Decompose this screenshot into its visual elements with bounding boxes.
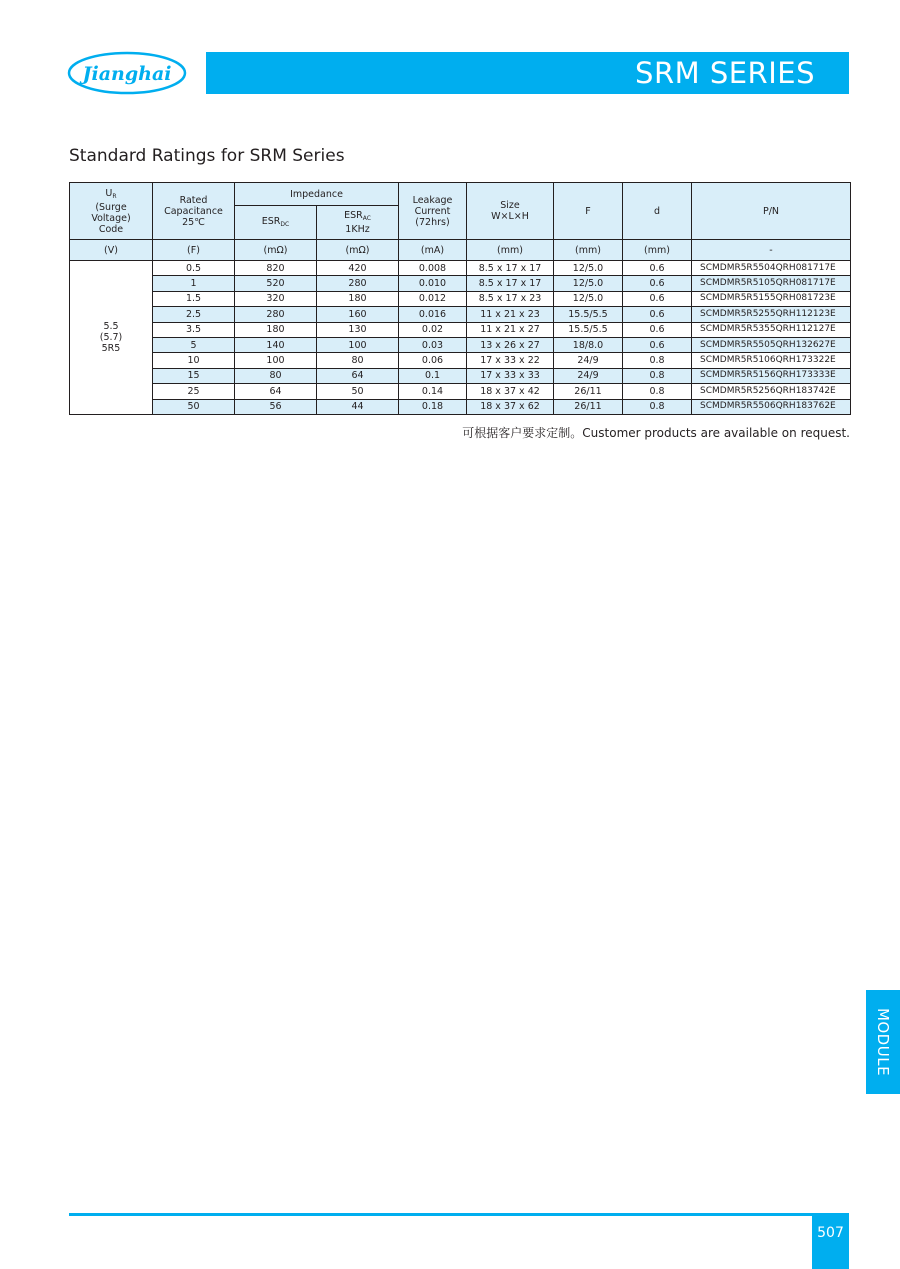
table-cell: 11 x 21 x 23	[467, 307, 554, 322]
series-title: SRM SERIES	[635, 56, 815, 90]
table-cell: 0.8	[623, 368, 692, 383]
table-cell: 18/8.0	[554, 337, 623, 352]
table-cell: 12/5.0	[554, 291, 623, 306]
table-cell: 50	[153, 399, 235, 414]
unit-cell: (mm)	[623, 240, 692, 261]
part-number-cell: SCMDMR5R5255QRH112123E	[692, 307, 851, 322]
table-cell: 100	[235, 353, 317, 368]
table-cell: 64	[317, 368, 399, 383]
table-cell: 280	[235, 307, 317, 322]
jianghai-logo	[66, 50, 188, 96]
table-cell: 0.6	[623, 291, 692, 306]
table-cell: 18 x 37 x 42	[467, 384, 554, 399]
table-cell: 12/5.0	[554, 261, 623, 276]
table-cell: 12/5.0	[554, 276, 623, 291]
table-cell: 180	[317, 291, 399, 306]
part-number-cell: SCMDMR5R5156QRH173333E	[692, 368, 851, 383]
header-capacitance: Rated Capacitance 25℃	[153, 183, 235, 240]
header-pn: P/N	[692, 183, 851, 240]
table-cell: 0.5	[153, 261, 235, 276]
table-cell: 0.18	[399, 399, 467, 414]
table-row	[70, 399, 851, 414]
table-row	[70, 368, 851, 383]
section-title: Standard Ratings for SRM Series	[69, 146, 345, 166]
table-cell: 3.5	[153, 322, 235, 337]
table-cell: 420	[317, 261, 399, 276]
table-cell: 0.008	[399, 261, 467, 276]
table-cell: 0.06	[399, 353, 467, 368]
table-cell: 2.5	[153, 307, 235, 322]
table-cell: 18 x 37 x 62	[467, 399, 554, 414]
logo-text: Jianghai	[82, 63, 172, 85]
table-cell: 280	[317, 276, 399, 291]
table-cell: 0.6	[623, 322, 692, 337]
table-cell: 100	[317, 337, 399, 352]
table-cell: 1	[153, 276, 235, 291]
ratings-table	[69, 182, 851, 415]
table-row	[70, 291, 851, 306]
page-number-tab	[812, 1216, 849, 1269]
unit-cell: -	[692, 240, 851, 261]
units-row	[70, 240, 851, 261]
table-cell: 320	[235, 291, 317, 306]
part-number-cell: SCMDMR5R5355QRH112127E	[692, 322, 851, 337]
module-side-tab	[866, 990, 900, 1094]
unit-cell: (F)	[153, 240, 235, 261]
footer-divider	[69, 1213, 849, 1216]
table-cell: 130	[317, 322, 399, 337]
table-cell: 25	[153, 384, 235, 399]
table-cell: 15.5/5.5	[554, 307, 623, 322]
table-cell: 0.1	[399, 368, 467, 383]
header-bar	[206, 52, 849, 94]
table-cell: 15.5/5.5	[554, 322, 623, 337]
table-cell: 0.8	[623, 353, 692, 368]
table-cell: 1.5	[153, 291, 235, 306]
table-cell: 24/9	[554, 353, 623, 368]
table-cell: 50	[317, 384, 399, 399]
table-cell: 8.5 x 17 x 23	[467, 291, 554, 306]
part-number-cell: SCMDMR5R5105QRH081717E	[692, 276, 851, 291]
header-esr-ac: $ESR_{AC}$ 1KHz	[317, 206, 399, 240]
table-cell: 26/11	[554, 399, 623, 414]
header-voltage: $U_R$ (Surge Voltage) Code	[70, 183, 153, 240]
table-cell: 8.5 x 17 x 17	[467, 261, 554, 276]
table-cell: 10	[153, 353, 235, 368]
header-esr-dc: $ESR_{DC}$	[235, 206, 317, 240]
table-cell: 8.5 x 17 x 17	[467, 276, 554, 291]
side-tab-label: MODULE	[874, 1007, 892, 1077]
unit-cell: (mΩ)	[317, 240, 399, 261]
table-cell: 160	[317, 307, 399, 322]
table-row	[70, 307, 851, 322]
part-number-cell: SCMDMR5R5506QRH183762E	[692, 399, 851, 414]
unit-cell: (mΩ)	[235, 240, 317, 261]
header-f: F	[554, 183, 623, 240]
table-cell: 80	[235, 368, 317, 383]
header-d: d	[623, 183, 692, 240]
table-cell: 0.6	[623, 307, 692, 322]
table-cell: 5	[153, 337, 235, 352]
table-cell: 0.012	[399, 291, 467, 306]
voltage-cell: 5.5 (5.7) 5R5	[70, 261, 153, 415]
table-cell: 24/9	[554, 368, 623, 383]
table-cell: 26/11	[554, 384, 623, 399]
table-cell: 0.14	[399, 384, 467, 399]
table-cell: 15	[153, 368, 235, 383]
table-cell: 0.6	[623, 276, 692, 291]
part-number-cell: SCMDMR5R5256QRH183742E	[692, 384, 851, 399]
custom-order-note: 可根据客户要求定制。Customer products are available on request.	[462, 426, 850, 440]
table-row	[70, 353, 851, 368]
table-row	[70, 337, 851, 352]
table-cell: 17 x 33 x 33	[467, 368, 554, 383]
table-cell: 56	[235, 399, 317, 414]
table-cell: 820	[235, 261, 317, 276]
header-impedance: Impedance	[235, 183, 399, 206]
unit-cell: (mm)	[554, 240, 623, 261]
header-size: Size W×L×H	[467, 183, 554, 240]
table-row	[70, 261, 851, 276]
part-number-cell: SCMDMR5R5155QRH081723E	[692, 291, 851, 306]
table-cell: 180	[235, 322, 317, 337]
table-row	[70, 322, 851, 337]
table-row	[70, 384, 851, 399]
table-cell: 13 x 26 x 27	[467, 337, 554, 352]
table-cell: 44	[317, 399, 399, 414]
page-number: 507	[817, 1225, 844, 1241]
table-cell: 0.03	[399, 337, 467, 352]
table-cell: 0.8	[623, 384, 692, 399]
table-cell: 17 x 33 x 22	[467, 353, 554, 368]
table-row	[70, 276, 851, 291]
part-number-cell: SCMDMR5R5505QRH132627E	[692, 337, 851, 352]
table-cell: 140	[235, 337, 317, 352]
table-cell: 0.010	[399, 276, 467, 291]
table-cell: 64	[235, 384, 317, 399]
unit-cell: (mA)	[399, 240, 467, 261]
table-cell: 0.02	[399, 322, 467, 337]
table-cell: 0.016	[399, 307, 467, 322]
part-number-cell: SCMDMR5R5106QRH173322E	[692, 353, 851, 368]
table-cell: 80	[317, 353, 399, 368]
table-cell: 11 x 21 x 27	[467, 322, 554, 337]
unit-cell: (V)	[70, 240, 153, 261]
table-cell: 0.6	[623, 261, 692, 276]
table-cell: 0.8	[623, 399, 692, 414]
part-number-cell: SCMDMR5R5504QRH081717E	[692, 261, 851, 276]
table-cell: 0.6	[623, 337, 692, 352]
unit-cell: (mm)	[467, 240, 554, 261]
table-cell: 520	[235, 276, 317, 291]
header-leakage: Leakage Current (72hrs)	[399, 183, 467, 240]
